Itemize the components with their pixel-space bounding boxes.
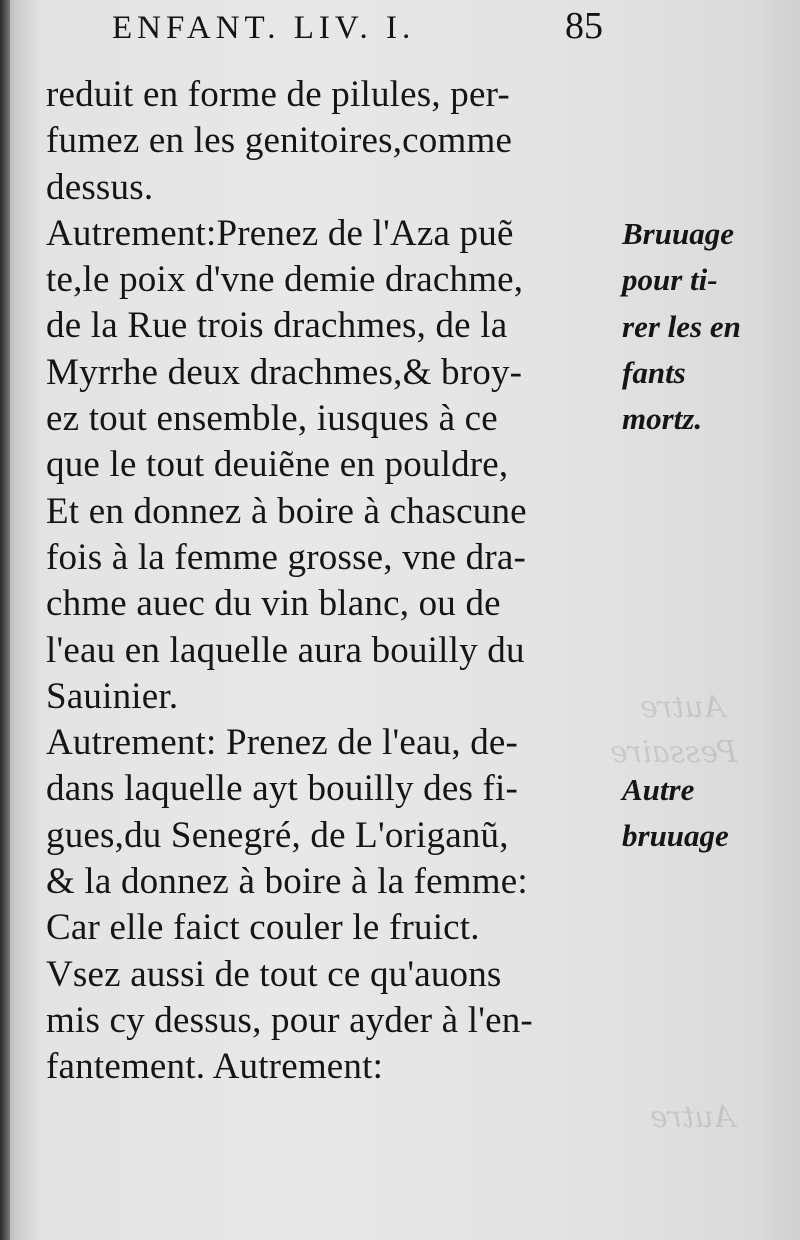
page-number: 85 <box>565 5 603 47</box>
text-line: Myrrhe deux drachmes,& broy- <box>46 351 523 393</box>
margin-note-line: bruuage <box>622 818 729 854</box>
text-line: Et en donnez à boire à chascune <box>46 490 527 532</box>
margin-note-line: Autre <box>622 772 695 807</box>
text-line: gues,du Senegré, de L'origanũ, <box>46 814 509 856</box>
show-through-bleed: Autre <box>650 1100 736 1135</box>
margin-note-line: rer les en <box>622 308 741 344</box>
margin-note-line: fants <box>622 354 686 390</box>
margin-note-autre-bruuage <box>622 767 729 860</box>
margin-note-bruuage <box>622 211 741 442</box>
text-line: de la Rue trois drachmes, de la <box>46 305 508 347</box>
text-line: dessus. <box>46 166 154 208</box>
text-line: te,le poix d'vne demie drachme, <box>46 259 524 301</box>
text-line: fumez en les genitoires,comme <box>46 120 513 162</box>
text-line: Autrement:Prenez de l'Aza puẽ <box>46 212 514 254</box>
text-line: reduit en forme de pilules, per- <box>46 74 510 115</box>
text-line: fois à la femme grosse, vne dra- <box>46 536 527 578</box>
text-line: dans laquelle ayt bouilly des fi- <box>46 768 519 810</box>
main-text-block <box>46 72 626 1091</box>
text-line: Car elle faict couler le fruict. <box>46 907 480 949</box>
margin-note-line: mortz. <box>622 401 703 437</box>
margin-note-line: Bruuage <box>622 216 734 251</box>
text-line: Sauinier. <box>46 675 179 717</box>
show-through-bleed: Pessaire <box>610 735 737 770</box>
text-line: que le tout deuiẽne en pouldre, <box>46 444 509 486</box>
show-through-bleed: Autre <box>640 690 726 725</box>
text-line: Autrement: Prenez de l'eau, de- <box>46 722 519 764</box>
text-line: & la donnez à boire à la femme: <box>46 861 528 903</box>
text-line: fantement. Autrement: <box>46 1046 384 1088</box>
text-line: ez tout ensemble, iusques à ce <box>46 398 498 440</box>
text-line: l'eau en laquelle aura bouilly du <box>46 629 525 671</box>
page-gutter-shadow <box>0 0 10 1240</box>
text-line: Vsez aussi de tout ce qu'auons <box>46 953 502 995</box>
text-line: chme auec du vin blanc, ou de <box>46 583 501 625</box>
running-title: ENFANT. LIV. I. <box>112 10 416 46</box>
text-line: mis cy dessus, pour ayder à l'en- <box>46 999 533 1041</box>
margin-note-line: pour ti- <box>622 262 718 298</box>
